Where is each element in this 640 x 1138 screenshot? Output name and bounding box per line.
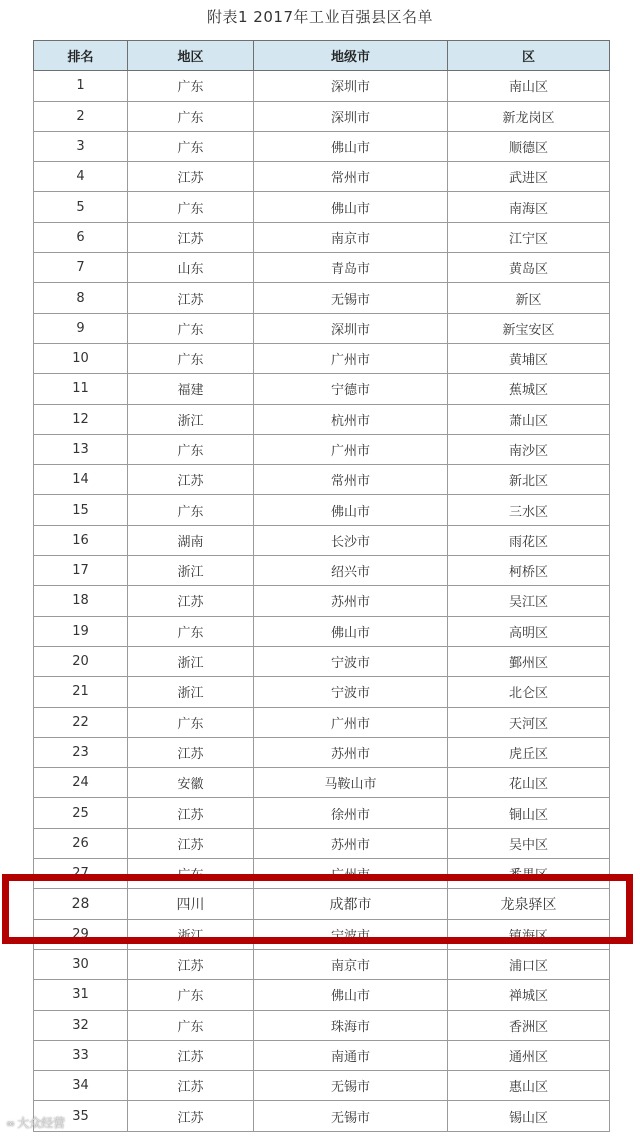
cell-district: 天河区 — [448, 707, 610, 737]
cell-city: 徐州市 — [254, 798, 448, 828]
cell-city: 深圳市 — [254, 101, 448, 131]
cell-rank: 20 — [34, 646, 128, 676]
cell-region: 四川 — [128, 889, 254, 919]
cell-region: 广东 — [128, 343, 254, 373]
table-row — [34, 1071, 610, 1101]
table-row — [34, 586, 610, 616]
cell-district: 鄞州区 — [448, 646, 610, 676]
cell-district: 新北区 — [448, 465, 610, 495]
cell-rank: 35 — [34, 1101, 128, 1131]
cell-city: 成都市 — [254, 889, 448, 919]
table-row — [34, 616, 610, 646]
cell-city: 佛山市 — [254, 616, 448, 646]
cell-rank: 14 — [34, 465, 128, 495]
table-body — [34, 71, 610, 1131]
header-rank: 排名 — [34, 41, 128, 71]
cell-region: 江苏 — [128, 1040, 254, 1070]
cell-rank: 6 — [34, 222, 128, 252]
cell-city: 广州市 — [254, 343, 448, 373]
cell-rank: 11 — [34, 374, 128, 404]
cell-region: 江苏 — [128, 222, 254, 252]
cell-district: 惠山区 — [448, 1071, 610, 1101]
cell-district: 香洲区 — [448, 1010, 610, 1040]
cell-district: 南山区 — [448, 71, 610, 101]
cell-city: 南京市 — [254, 949, 448, 979]
cell-city: 杭州市 — [254, 404, 448, 434]
cell-city: 佛山市 — [254, 495, 448, 525]
cell-city: 苏州市 — [254, 737, 448, 767]
table-row — [34, 495, 610, 525]
cell-rank: 1 — [34, 71, 128, 101]
cell-region: 广东 — [128, 192, 254, 222]
cell-rank: 7 — [34, 253, 128, 283]
cell-rank: 19 — [34, 616, 128, 646]
cell-region: 江苏 — [128, 465, 254, 495]
cell-region: 江苏 — [128, 1071, 254, 1101]
cell-rank: 31 — [34, 980, 128, 1010]
table-row — [34, 798, 610, 828]
cell-city: 长沙市 — [254, 525, 448, 555]
cell-rank: 18 — [34, 586, 128, 616]
table-row — [34, 434, 610, 464]
table-row — [34, 131, 610, 161]
cell-region: 江苏 — [128, 162, 254, 192]
cell-region: 广东 — [128, 1010, 254, 1040]
cell-region: 广东 — [128, 859, 254, 889]
cell-district: 浦口区 — [448, 949, 610, 979]
watermark — [6, 1114, 65, 1131]
cell-city: 佛山市 — [254, 192, 448, 222]
table-row — [34, 646, 610, 676]
header-region: 地区 — [128, 41, 254, 71]
cell-city: 青岛市 — [254, 253, 448, 283]
cell-region: 江苏 — [128, 798, 254, 828]
table-row — [34, 192, 610, 222]
cell-region: 广东 — [128, 980, 254, 1010]
cell-district: 雨花区 — [448, 525, 610, 555]
table-row — [34, 343, 610, 373]
table-row — [34, 677, 610, 707]
cell-region: 浙江 — [128, 919, 254, 949]
cell-rank: 22 — [34, 707, 128, 737]
cell-district: 北仑区 — [448, 677, 610, 707]
header-row — [34, 41, 610, 71]
cell-city: 佛山市 — [254, 131, 448, 161]
cell-region: 广东 — [128, 131, 254, 161]
cell-region: 浙江 — [128, 556, 254, 586]
cell-rank: 16 — [34, 525, 128, 555]
cell-city: 深圳市 — [254, 313, 448, 343]
header-district: 区 — [448, 41, 610, 71]
cell-city: 南通市 — [254, 1040, 448, 1070]
table-row — [34, 919, 610, 949]
cell-city: 广州市 — [254, 434, 448, 464]
cell-city: 珠海市 — [254, 1010, 448, 1040]
cell-region: 广东 — [128, 313, 254, 343]
table-row — [34, 71, 610, 101]
cell-rank: 17 — [34, 556, 128, 586]
cell-rank: 27 — [34, 859, 128, 889]
cell-rank: 15 — [34, 495, 128, 525]
table-row — [34, 889, 610, 919]
table-row — [34, 313, 610, 343]
table-row — [34, 101, 610, 131]
cell-region: 江苏 — [128, 1101, 254, 1131]
cell-region: 福建 — [128, 374, 254, 404]
table-row — [34, 828, 610, 858]
cell-rank: 30 — [34, 949, 128, 979]
cell-city: 广州市 — [254, 859, 448, 889]
cell-rank: 8 — [34, 283, 128, 313]
cell-district: 花山区 — [448, 768, 610, 798]
cell-region: 江苏 — [128, 283, 254, 313]
cell-city: 宁波市 — [254, 646, 448, 676]
table-row — [34, 1040, 610, 1070]
table-row — [34, 980, 610, 1010]
cell-rank: 33 — [34, 1040, 128, 1070]
table-row — [34, 1010, 610, 1040]
cell-rank: 29 — [34, 919, 128, 949]
cell-city: 马鞍山市 — [254, 768, 448, 798]
cell-district: 黄埔区 — [448, 343, 610, 373]
table-row — [34, 1101, 610, 1131]
table-row — [34, 222, 610, 252]
table-row — [34, 404, 610, 434]
cell-city: 常州市 — [254, 465, 448, 495]
cell-region: 浙江 — [128, 404, 254, 434]
table-row — [34, 162, 610, 192]
table-row — [34, 465, 610, 495]
table-row — [34, 859, 610, 889]
cell-region: 江苏 — [128, 949, 254, 979]
cell-district: 虎丘区 — [448, 737, 610, 767]
cell-city: 宁波市 — [254, 919, 448, 949]
cell-rank: 21 — [34, 677, 128, 707]
cell-rank: 26 — [34, 828, 128, 858]
cell-region: 湖南 — [128, 525, 254, 555]
cell-city: 苏州市 — [254, 586, 448, 616]
cell-city: 深圳市 — [254, 71, 448, 101]
cell-city: 常州市 — [254, 162, 448, 192]
cell-rank: 3 — [34, 131, 128, 161]
cell-district: 镇海区 — [448, 919, 610, 949]
watermark-text: 大众经营 — [17, 1116, 66, 1130]
cell-rank: 4 — [34, 162, 128, 192]
cell-region: 江苏 — [128, 737, 254, 767]
cell-region: 山东 — [128, 253, 254, 283]
cell-district: 禅城区 — [448, 980, 610, 1010]
cell-district: 番禺区 — [448, 859, 610, 889]
cell-region: 浙江 — [128, 677, 254, 707]
cell-region: 广东 — [128, 616, 254, 646]
cell-district: 吴中区 — [448, 828, 610, 858]
cell-district: 吴江区 — [448, 586, 610, 616]
cell-city: 佛山市 — [254, 980, 448, 1010]
cell-district: 通州区 — [448, 1040, 610, 1070]
cell-district: 三水区 — [448, 495, 610, 525]
table-row — [34, 253, 610, 283]
cell-district: 江宁区 — [448, 222, 610, 252]
cell-district: 柯桥区 — [448, 556, 610, 586]
cell-rank: 10 — [34, 343, 128, 373]
cell-city: 南京市 — [254, 222, 448, 252]
cell-district: 萧山区 — [448, 404, 610, 434]
table-row — [34, 556, 610, 586]
cell-district: 铜山区 — [448, 798, 610, 828]
table-row — [34, 707, 610, 737]
cell-region: 广东 — [128, 495, 254, 525]
cell-region: 广东 — [128, 71, 254, 101]
table-row — [34, 949, 610, 979]
cell-region: 广东 — [128, 101, 254, 131]
cell-region: 浙江 — [128, 646, 254, 676]
cell-city: 无锡市 — [254, 283, 448, 313]
cell-rank: 28 — [34, 889, 128, 919]
cell-region: 安徽 — [128, 768, 254, 798]
cell-district: 新宝安区 — [448, 313, 610, 343]
cell-district: 武进区 — [448, 162, 610, 192]
cell-district: 新龙岗区 — [448, 101, 610, 131]
cell-city: 无锡市 — [254, 1101, 448, 1131]
cell-district: 高明区 — [448, 616, 610, 646]
cell-rank: 32 — [34, 1010, 128, 1040]
table-row — [34, 283, 610, 313]
cell-district: 顺德区 — [448, 131, 610, 161]
cell-rank: 24 — [34, 768, 128, 798]
cell-rank: 9 — [34, 313, 128, 343]
cell-district: 锡山区 — [448, 1101, 610, 1131]
cell-rank: 5 — [34, 192, 128, 222]
cell-rank: 34 — [34, 1071, 128, 1101]
cell-district: 南海区 — [448, 192, 610, 222]
cell-rank: 25 — [34, 798, 128, 828]
cell-city: 宁波市 — [254, 677, 448, 707]
cell-city: 苏州市 — [254, 828, 448, 858]
cell-district: 南沙区 — [448, 434, 610, 464]
swirl-logo-icon: ∞ — [6, 1117, 16, 1130]
cell-district: 蕉城区 — [448, 374, 610, 404]
cell-rank: 12 — [34, 404, 128, 434]
table-header — [34, 41, 610, 71]
cell-region: 江苏 — [128, 828, 254, 858]
cell-city: 绍兴市 — [254, 556, 448, 586]
cell-rank: 23 — [34, 737, 128, 767]
table-row — [34, 768, 610, 798]
cell-city: 广州市 — [254, 707, 448, 737]
cell-city: 宁德市 — [254, 374, 448, 404]
cell-city: 无锡市 — [254, 1071, 448, 1101]
table-row — [34, 374, 610, 404]
cell-district: 新区 — [448, 283, 610, 313]
cell-rank: 2 — [34, 101, 128, 131]
cell-region: 江苏 — [128, 586, 254, 616]
ranking-table — [33, 40, 610, 1132]
cell-district: 黄岛区 — [448, 253, 610, 283]
header-city: 地级市 — [254, 41, 448, 71]
cell-region: 广东 — [128, 434, 254, 464]
cell-region: 广东 — [128, 707, 254, 737]
table-row — [34, 737, 610, 767]
cell-rank: 13 — [34, 434, 128, 464]
cell-district: 龙泉驿区 — [448, 889, 610, 919]
table-row — [34, 525, 610, 555]
table-title: 附表1 2017年工业百强县区名单 — [207, 8, 433, 26]
